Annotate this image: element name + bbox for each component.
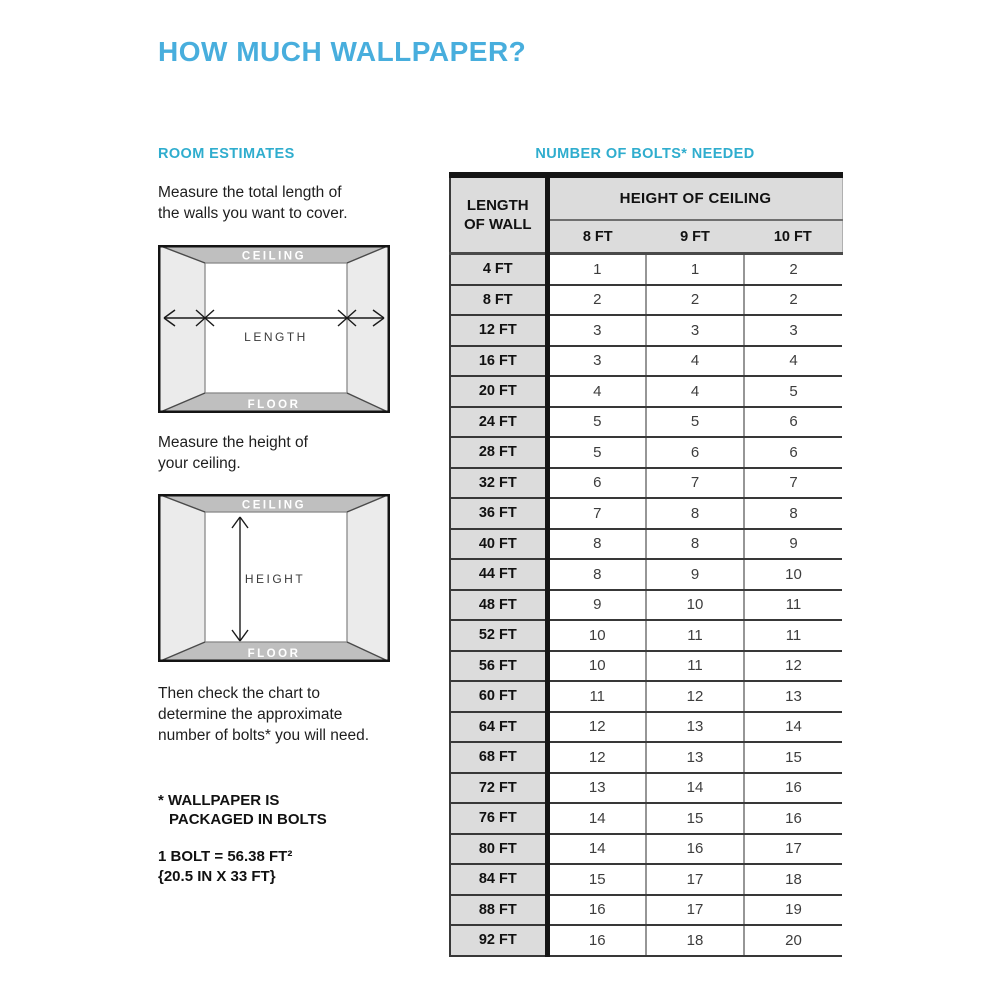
bolt-count-cell: 14	[547, 834, 646, 865]
ceiling-label: CEILING	[241, 250, 307, 263]
bolt-count-cell: 12	[744, 651, 842, 682]
instruction-line: determine the approximate	[158, 706, 343, 723]
bolt-count-cell: 13	[744, 681, 842, 712]
wall-length-cell: 12 FT	[450, 315, 547, 346]
wall-length-cell: 20 FT	[450, 376, 547, 407]
instruction-line: your ceiling.	[158, 455, 241, 472]
bolt-count-cell: 7	[646, 468, 744, 499]
bolt-count-cell: 5	[547, 437, 646, 468]
wall-length-cell: 64 FT	[450, 712, 547, 743]
wall-length-cell: 80 FT	[450, 834, 547, 865]
bolt-count-cell: 15	[744, 742, 842, 773]
bolt-count-cell: 10	[547, 651, 646, 682]
wall-length-cell: 88 FT	[450, 895, 547, 926]
wall-length-cell: 72 FT	[450, 773, 547, 804]
bolt-count-cell: 11	[646, 651, 744, 682]
bolt-count-cell: 4	[744, 346, 842, 377]
left-wall-panel	[158, 494, 205, 662]
wall-length-cell: 4 FT	[450, 254, 547, 285]
bolt-count-cell: 15	[547, 864, 646, 895]
page-title: HOW MUCH WALLPAPER?	[158, 36, 527, 67]
bolt-count-cell: 13	[646, 742, 744, 773]
bolt-count-cell: 14	[547, 803, 646, 834]
bolt-count-cell: 2	[646, 285, 744, 316]
ceiling-label: CEILING	[241, 499, 307, 512]
bolt-count-cell: 5	[547, 407, 646, 438]
table-row	[450, 651, 842, 682]
right-wall-panel	[347, 494, 390, 662]
bolt-count-cell: 19	[744, 895, 842, 926]
bolt-count-cell: 5	[744, 376, 842, 407]
bolt-count-cell: 11	[547, 681, 646, 712]
bolt-count-cell: 2	[547, 285, 646, 316]
length-room-diagram	[158, 245, 390, 413]
bolt-count-cell: 12	[547, 742, 646, 773]
bolt-count-cell: 10	[744, 559, 842, 590]
table-row	[450, 285, 842, 316]
bolt-spec-line: {20.5 IN X 33 FT}	[158, 868, 276, 885]
table-row	[450, 773, 842, 804]
instruction-line: number of bolts* you will need.	[158, 727, 370, 744]
ceiling-8ft-header: 8 FT	[547, 220, 646, 254]
table-row	[450, 498, 842, 529]
table-row	[450, 834, 842, 865]
bolt-count-cell: 17	[744, 834, 842, 865]
bolt-count-cell: 9	[744, 529, 842, 560]
table-row	[450, 407, 842, 438]
bolt-count-cell: 11	[646, 620, 744, 651]
wall-length-cell: 32 FT	[450, 468, 547, 499]
wall-length-cell: 48 FT	[450, 590, 547, 621]
header-line: OF WALL	[464, 216, 532, 233]
bolt-count-cell: 8	[547, 529, 646, 560]
wall-length-cell: 16 FT	[450, 346, 547, 377]
floor-label: FLOOR	[247, 399, 301, 411]
bolt-count-cell: 3	[547, 315, 646, 346]
bolt-size-spec	[158, 847, 292, 887]
wall-length-cell: 36 FT	[450, 498, 547, 529]
bolt-count-cell: 1	[646, 254, 744, 285]
table-row	[450, 376, 842, 407]
instruction-line: Measure the total length of	[158, 184, 342, 201]
bolt-count-cell: 17	[646, 864, 744, 895]
table-row	[450, 346, 842, 377]
bolt-count-cell: 2	[744, 254, 842, 285]
height-of-ceiling-header: HEIGHT OF CEILING	[547, 175, 842, 220]
table-row	[450, 925, 842, 956]
table-row	[450, 437, 842, 468]
bolt-count-cell: 2	[744, 285, 842, 316]
bolts-table	[449, 172, 843, 957]
bolts-needed-heading: NUMBER OF BOLTS* NEEDED	[535, 146, 755, 162]
bolt-count-cell: 13	[547, 773, 646, 804]
footnote-line: PACKAGED IN BOLTS	[169, 811, 327, 828]
wall-length-cell: 60 FT	[450, 681, 547, 712]
bolt-count-cell: 8	[547, 559, 646, 590]
wall-length-cell: 44 FT	[450, 559, 547, 590]
wall-length-cell: 8 FT	[450, 285, 547, 316]
table-row	[450, 468, 842, 499]
table-row	[450, 559, 842, 590]
wall-length-cell: 76 FT	[450, 803, 547, 834]
bolt-count-cell: 3	[547, 346, 646, 377]
bolt-count-cell: 8	[646, 498, 744, 529]
bolt-count-cell: 16	[744, 773, 842, 804]
bolt-count-cell: 14	[744, 712, 842, 743]
bolt-count-cell: 16	[547, 895, 646, 926]
left-wall-panel	[158, 245, 205, 413]
bolt-count-cell: 8	[744, 498, 842, 529]
instruction-line: Measure the height of	[158, 434, 308, 451]
table-row	[450, 864, 842, 895]
wall-length-cell: 24 FT	[450, 407, 547, 438]
instruction-line: Then check the chart to	[158, 685, 320, 702]
table-row	[450, 803, 842, 834]
bolt-count-cell: 18	[646, 925, 744, 956]
bolts-table-header	[450, 175, 842, 254]
table-row	[450, 529, 842, 560]
bolt-count-cell: 11	[744, 590, 842, 621]
table-row	[450, 712, 842, 743]
room-estimates-heading: ROOM ESTIMATES	[158, 146, 295, 162]
bolt-count-cell: 12	[646, 681, 744, 712]
wall-length-cell: 28 FT	[450, 437, 547, 468]
bolt-count-cell: 6	[744, 407, 842, 438]
bolt-count-cell: 6	[744, 437, 842, 468]
wall-length-cell: 92 FT	[450, 925, 547, 956]
bolt-count-cell: 13	[646, 712, 744, 743]
table-row	[450, 742, 842, 773]
instruction-check-chart	[158, 683, 369, 746]
bolt-count-cell: 5	[646, 407, 744, 438]
bolts-table-body	[450, 254, 842, 956]
table-row	[450, 620, 842, 651]
height-room-diagram	[158, 494, 390, 662]
length-label: LENGTH	[244, 330, 308, 344]
wall-length-cell: 40 FT	[450, 529, 547, 560]
bolt-count-cell: 16	[744, 803, 842, 834]
instruction-measure-height	[158, 432, 308, 474]
ceiling-9ft-header: 9 FT	[646, 220, 744, 254]
bolt-count-cell: 4	[547, 376, 646, 407]
bolt-count-cell: 20	[744, 925, 842, 956]
bolt-count-cell: 4	[646, 376, 744, 407]
table-row	[450, 681, 842, 712]
bolt-count-cell: 10	[547, 620, 646, 651]
height-label: HEIGHT	[244, 572, 306, 586]
bolt-spec-line: 1 BOLT = 56.38 FT²	[158, 848, 293, 865]
bolt-count-cell: 17	[646, 895, 744, 926]
wallpaper-bolts-footnote	[158, 791, 327, 829]
wall-length-cell: 68 FT	[450, 742, 547, 773]
bolt-count-cell: 3	[646, 315, 744, 346]
bolt-count-cell: 3	[744, 315, 842, 346]
bolt-count-cell: 11	[744, 620, 842, 651]
wall-length-cell: 52 FT	[450, 620, 547, 651]
table-row	[450, 315, 842, 346]
bolt-count-cell: 18	[744, 864, 842, 895]
bolt-count-cell: 16	[547, 925, 646, 956]
bolt-count-cell: 16	[646, 834, 744, 865]
footnote-line: WALLPAPER IS	[168, 792, 280, 809]
bolt-count-cell: 10	[646, 590, 744, 621]
bolt-count-cell: 14	[646, 773, 744, 804]
bolt-count-cell: 6	[646, 437, 744, 468]
bolt-count-cell: 9	[547, 590, 646, 621]
header-line: LENGTH	[466, 197, 529, 214]
floor-label: FLOOR	[247, 648, 301, 660]
ceiling-10ft-header: 10 FT	[744, 220, 842, 254]
bolt-count-cell: 7	[547, 498, 646, 529]
back-wall-panel	[205, 263, 347, 393]
bolt-count-cell: 15	[646, 803, 744, 834]
right-wall-panel	[347, 245, 390, 413]
bolt-count-cell: 12	[547, 712, 646, 743]
bolt-count-cell: 1	[547, 254, 646, 285]
bolt-count-cell: 8	[646, 529, 744, 560]
footnote-asterisk: *	[158, 792, 164, 809]
table-row	[450, 895, 842, 926]
bolt-count-cell: 4	[646, 346, 744, 377]
bolt-count-cell: 9	[646, 559, 744, 590]
instruction-line: the walls you want to cover.	[158, 205, 348, 222]
instruction-measure-length	[158, 182, 348, 224]
table-row	[450, 590, 842, 621]
table-row	[450, 254, 842, 285]
wall-length-cell: 84 FT	[450, 864, 547, 895]
wall-length-cell: 56 FT	[450, 651, 547, 682]
bolt-count-cell: 6	[547, 468, 646, 499]
length-of-wall-header	[450, 175, 547, 254]
bolt-count-cell: 7	[744, 468, 842, 499]
